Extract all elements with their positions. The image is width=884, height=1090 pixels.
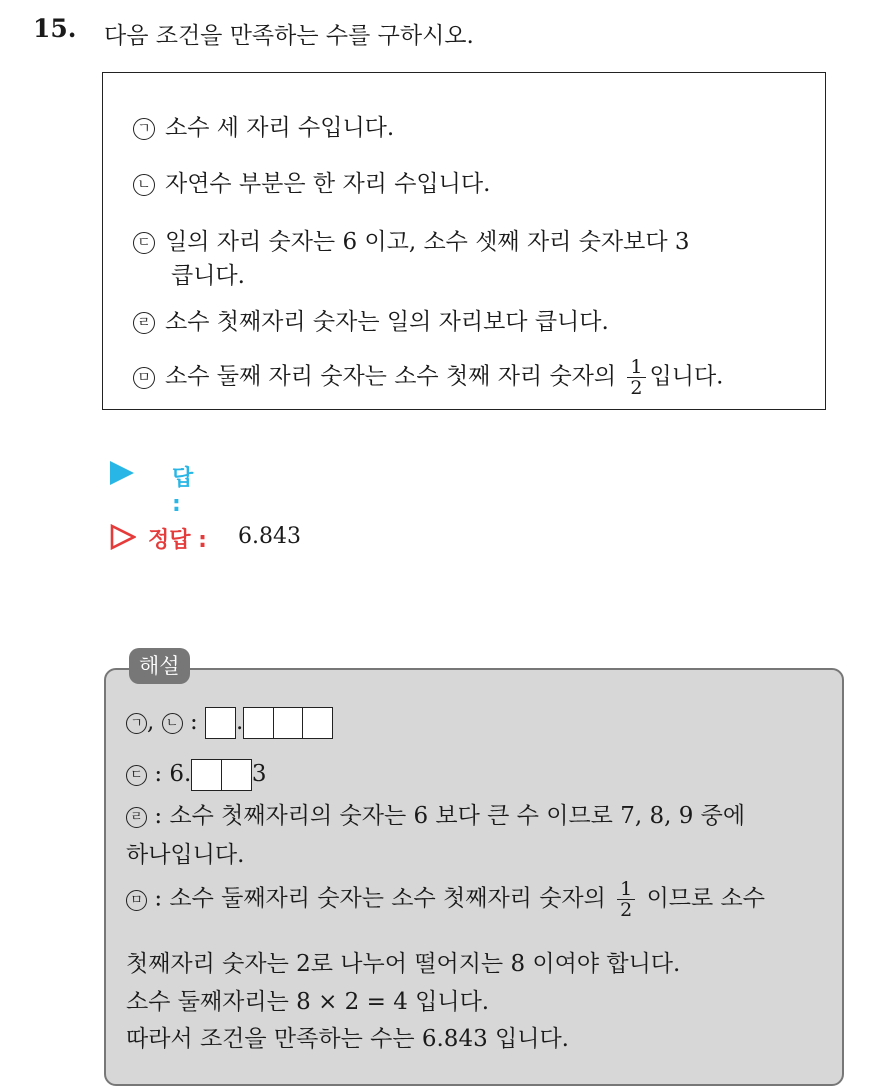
explanation-line-5: 첫째자리 숫자는 2로 나누어 떨어지는 8 이여야 합니다.: [126, 951, 681, 977]
fraction-one-half: [627, 357, 645, 398]
condition-4: [133, 305, 609, 339]
condition-1: [133, 111, 394, 145]
conditions-box: [102, 72, 826, 410]
explanation-colon: :: [189, 709, 198, 735]
explanation-line-2-prefix: 6.: [169, 761, 192, 787]
blank-box: [205, 707, 236, 739]
explanation-line-4: [126, 879, 765, 920]
explanation-line-3: [126, 797, 745, 830]
circled-mark-giyeok: ㄱ: [133, 118, 155, 140]
circled-mark-rieul: ㄹ: [133, 312, 155, 334]
fraction-denominator: 2: [620, 899, 633, 921]
condition-1-text: 소수 세 자리 수입니다.: [165, 115, 395, 141]
blank-box: [191, 759, 222, 791]
explanation-tag: 해설: [129, 648, 190, 684]
circled-mark-giyeok: ㄱ: [126, 713, 147, 734]
play-triangle-icon: [110, 461, 134, 485]
circled-mark-nieun: ㄴ: [162, 713, 183, 734]
fraction-denominator: 2: [630, 377, 643, 399]
explanation-colon: :: [154, 885, 163, 912]
fraction-numerator: 1: [617, 879, 635, 900]
outline-triangle-icon: [110, 524, 136, 550]
correct-answer-label: 정답 :: [148, 528, 207, 553]
explanation-line-2: [126, 759, 266, 791]
circled-mark-rieul: ㄹ: [126, 807, 147, 828]
answer-row: [110, 461, 194, 517]
explanation-line-2-suffix: 3: [251, 761, 267, 787]
condition-2: [133, 167, 490, 201]
fraction-numerator: 1: [627, 357, 645, 378]
condition-3-continued: 큽니다.: [171, 263, 245, 289]
circled-mark-digeut: ㄷ: [133, 232, 155, 254]
blank-box: [273, 707, 304, 739]
mark-separator: ,: [147, 709, 155, 735]
question-number: 15.: [33, 14, 77, 43]
circled-mark-mieum: ㅁ: [133, 367, 155, 389]
explanation-line-1: ㄱ , ㄴ : .: [126, 707, 333, 739]
condition-3: [133, 225, 690, 259]
fraction-one-half: [617, 879, 635, 920]
explanation-line-4-text: 소수 둘째자리 숫자는 소수 첫째자리 숫자의: [169, 885, 606, 912]
question-text: 다음 조건을 만족하는 수를 구하시오.: [104, 23, 474, 49]
condition-2-text: 자연수 부분은 한 자리 수입니다.: [165, 171, 491, 197]
blank-box: [221, 759, 252, 791]
circled-mark-digeut: ㄷ: [126, 765, 147, 786]
explanation-colon: :: [154, 761, 163, 787]
circled-mark-mieum: ㅁ: [126, 890, 147, 911]
blank-box: [243, 707, 274, 739]
explanation-line-3-text: 소수 첫째자리의 숫자는 6 보다 큰 수 이므로 7, 8, 9 중에: [169, 803, 746, 829]
explanation-line-6: 소수 둘째자리는 8 × 2 = 4 입니다.: [126, 989, 490, 1015]
condition-3-text: 일의 자리 숫자는 6 이고, 소수 셋째 자리 숫자보다 3: [165, 229, 690, 255]
circled-mark-nieun: ㄴ: [133, 174, 155, 196]
explanation-line-7: 따라서 조건을 만족하는 수는 6.843 입니다.: [126, 1026, 569, 1052]
blank-box: [302, 707, 333, 739]
explanation-line-4-after: 이므로 소수: [646, 885, 765, 912]
condition-5: [133, 357, 723, 398]
correct-answer-value: 6.843: [238, 524, 301, 549]
answer-label: 답 :: [172, 466, 194, 517]
explanation-colon: :: [154, 803, 163, 829]
condition-5-text-after: 입니다.: [649, 363, 724, 390]
explanation-line-3-continued: 하나입니다.: [126, 842, 245, 868]
condition-5-text: 소수 둘째 자리 숫자는 소수 첫째 자리 숫자의: [165, 363, 617, 390]
condition-4-text: 소수 첫째자리 숫자는 일의 자리보다 큽니다.: [165, 309, 609, 335]
